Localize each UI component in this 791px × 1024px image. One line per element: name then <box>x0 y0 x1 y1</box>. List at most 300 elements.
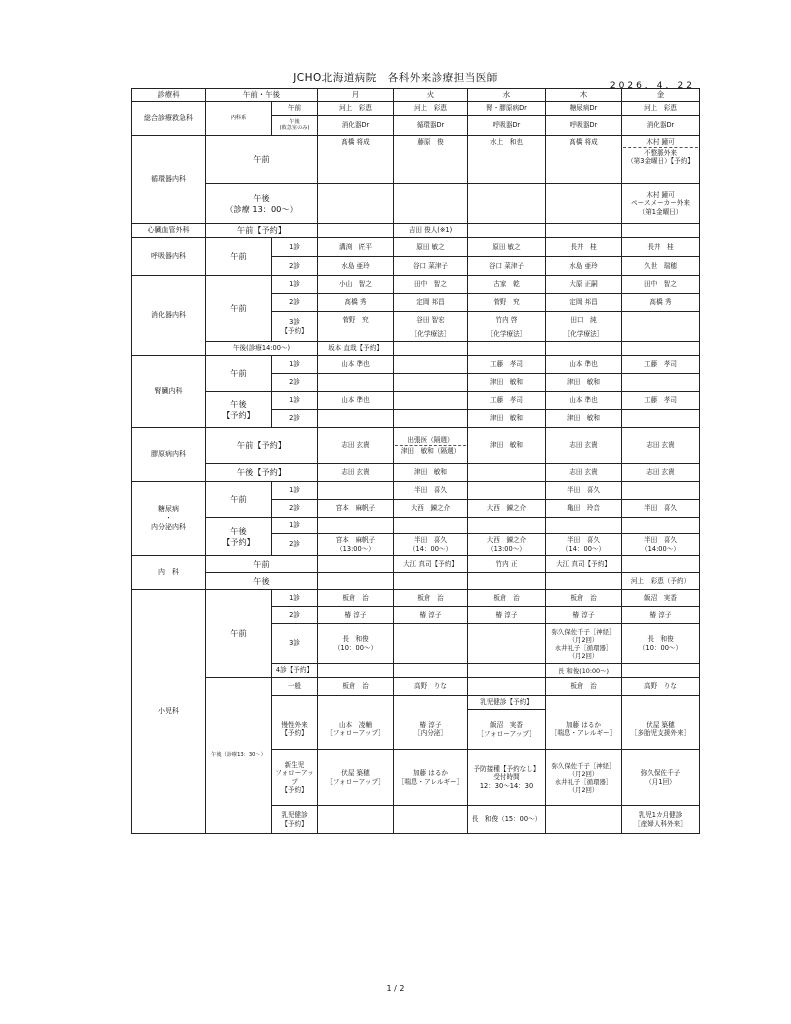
diabetes-pm2-wed-time: （13:00～） <box>487 544 526 553</box>
peds-wed-checkup: 乳児健診【予約】 <box>468 696 546 710</box>
diabetes-pm2-wed-doc: 大西 錬之介 <box>486 536 527 545</box>
peds-neo-wed <box>468 750 546 806</box>
diabetes-am2-tue: 大西 錬之介 <box>394 500 468 518</box>
diabetes-am-s1: 1診 <box>272 482 318 500</box>
peds-chr-fri <box>622 710 700 750</box>
peds-neonatal-2: フォローアップ <box>275 769 314 786</box>
collagen-am-mon: 志田 玄貴 <box>318 428 394 464</box>
table-row <box>132 224 700 238</box>
general-sub: 内科系 <box>206 102 272 136</box>
nephro-pm1-thu: 山本 準也 <box>546 392 622 410</box>
general-am-thu: 糖尿病Dr <box>546 102 622 116</box>
gastro-s3 <box>272 312 318 342</box>
table-row <box>132 428 700 464</box>
peds-am2-fri: 椿 淳子 <box>622 607 700 624</box>
internal-pm-fri: 河上 彩恵（予約） <box>622 573 700 590</box>
peds-am3-thu-2: （月2回） <box>568 635 599 644</box>
diabetes-am2-wed: 大西 錬之介 <box>468 500 546 518</box>
peds-chr-thu-note: ［喘息・アレルギー］ <box>550 729 617 738</box>
peds-am3-mon-doc: 長 和俊 <box>342 635 369 644</box>
diabetes-pm-note: 【予約】 <box>222 536 255 547</box>
gastro-1-mon: 小山 智之 <box>318 276 394 294</box>
table-row <box>132 678 700 696</box>
peds-am1-mon: 板倉 治 <box>318 590 394 607</box>
nephro-pm2-thu: 津田 敏和 <box>546 410 622 428</box>
diabetes-pm2-fri-time: （14:00～） <box>641 544 680 553</box>
peds-am1-fri: 飯沼 実香 <box>622 590 700 607</box>
gastro-pm-thu <box>546 342 622 356</box>
internal-pm-wed <box>468 573 546 590</box>
resp-2-tue: 谷口 菜津子 <box>394 257 468 276</box>
peds-neo-fri-doc: 弥久保佐千子 <box>640 769 681 778</box>
peds-am: 午前 <box>206 590 272 678</box>
cardio-fri-note1: 不整脈外来 <box>644 149 677 158</box>
vascular-mon <box>318 224 394 238</box>
diabetes-pm2-tue-time: （14：00～） <box>408 544 453 553</box>
peds-gen-mon: 板倉 治 <box>318 678 394 696</box>
dept-nephro: 腎臓内科 <box>132 356 206 428</box>
peds-gen2-label <box>272 696 318 710</box>
resp-2-mon: 水島 亜玲 <box>318 257 394 276</box>
peds-neo-fri <box>622 750 700 806</box>
resp-session: 午前 <box>206 238 272 276</box>
peds-neo-fri-note: （月1回） <box>645 777 676 786</box>
cardio-am-fri <box>622 136 700 184</box>
dept-general: 総合診療救急科 <box>132 102 206 136</box>
collagen-am-tue <box>394 428 468 464</box>
peds-chk-fri-2: ［産婦人科外来］ <box>634 819 687 828</box>
page-number: 1 / 2 <box>386 984 405 993</box>
diabetes-am: 午前 <box>206 482 272 518</box>
diabetes-pm-s2: 2診 <box>272 534 318 556</box>
general-am-label: 午前 <box>272 102 318 116</box>
general-am-mon: 河上 彩恵 <box>318 102 394 116</box>
resp-1-wed: 原田 敏之 <box>468 238 546 257</box>
cardio-pm-thu <box>546 184 622 224</box>
dept-collagen: 膠原病内科 <box>132 428 206 482</box>
gastro-3b-mon <box>318 328 394 342</box>
gastro-pm-fri <box>622 342 700 356</box>
nephro-am1-wed: 工藤 孝司 <box>468 356 546 374</box>
col-session: 午前・午後 <box>206 89 318 102</box>
peds-neo-mon <box>318 750 394 806</box>
peds-am3-thu-4: （月2回） <box>568 651 599 660</box>
general-pm-note: (救急室のみ) <box>279 124 310 131</box>
peds-am3-fri <box>622 624 700 664</box>
diabetes-pm2-mon <box>318 534 394 556</box>
table-row <box>132 573 700 590</box>
nephro-am1-mon: 山本 準也 <box>318 356 394 374</box>
peds-chk-tue <box>394 806 468 834</box>
resp-2-thu: 水島 亜玲 <box>546 257 622 276</box>
nephro-am-s2: 2診 <box>272 374 318 392</box>
nephro-am-s1: 1診 <box>272 356 318 374</box>
peds-am4-tue <box>394 664 468 678</box>
cardio-fri-note2: （第3金曜日）【予約】 <box>627 157 694 166</box>
gastro-3-thu: 田口 純 <box>546 312 622 328</box>
table-row <box>132 518 700 534</box>
diabetes-pm <box>206 518 272 556</box>
peds-chr-thu-doc: 加藤 はるか <box>565 721 602 730</box>
table-row <box>132 356 700 374</box>
peds-chk-fri <box>622 806 700 834</box>
peds-chr-wed-note: ［フォローアップ］ <box>477 729 536 738</box>
nephro-pm-s2: 2診 <box>272 410 318 428</box>
peds-gen2-mon <box>318 696 394 710</box>
internal-am: 午前 <box>206 556 318 573</box>
peds-am3-thu-3: 永井礼子［循環器］ <box>554 643 613 652</box>
diabetes-pm2-tue <box>394 534 468 556</box>
table-row <box>132 342 700 356</box>
nephro-am2-fri <box>622 374 700 392</box>
gastro-3-wed: 竹内 啓 <box>468 312 546 328</box>
gastro-s3-note: 【予約】 <box>281 326 308 335</box>
nephro-pm2-mon <box>318 410 394 428</box>
diabetes-pm1-mon <box>318 518 394 534</box>
peds-pm: 午後（診療13：30～） <box>206 678 272 834</box>
peds-gen-tue: 高野 りな <box>394 678 468 696</box>
peds-neo-wed-1: 予防接種【予約なし】 <box>473 765 540 774</box>
nephro-pm-text: 午後 <box>230 399 247 410</box>
diabetes-pm2-thu <box>546 534 622 556</box>
internal-am-wed: 竹内 正 <box>468 556 546 573</box>
dept-vascular: 心臓血管外科 <box>132 224 206 238</box>
col-wed: 水 <box>468 89 546 102</box>
peds-neo-thu-1: 弥久保佐千子［神経］ <box>551 761 616 770</box>
diabetes-pm2-fri <box>622 534 700 556</box>
general-pm-tue: 循環器Dr <box>394 116 468 136</box>
general-am-wed: 腎・膠原病Dr <box>468 102 546 116</box>
internal-pm: 午後 <box>206 573 318 590</box>
diabetes-pm2-fri-doc: 半田 喜久 <box>644 536 677 545</box>
collagen-pm-tue: 津田 敏和 <box>394 464 468 482</box>
peds-gen2-fri <box>622 696 700 710</box>
dept-resp: 呼吸器内科 <box>132 238 206 276</box>
diabetes-name2: ・ <box>165 514 172 523</box>
cardio-pm-fri-note: （第1金曜日） <box>638 207 683 216</box>
diabetes-pm1-thu <box>546 518 622 534</box>
diabetes-am1-tue: 半田 喜久 <box>394 482 468 500</box>
peds-am3-mon-time: （10：00～） <box>333 643 378 652</box>
gastro-2-fri: 髙橋 秀 <box>622 294 700 312</box>
nephro-am1-thu: 山本 準也 <box>546 356 622 374</box>
nephro-am: 午前 <box>206 356 272 392</box>
peds-am2-thu: 椿 淳子 <box>546 607 622 624</box>
col-thu: 木 <box>546 89 622 102</box>
peds-chr-tue-note: ［内分泌］ <box>414 729 447 738</box>
peds-chronic-text: 慢性外来 <box>281 721 308 730</box>
gastro-pm-label: 午後(診療14:00～) <box>206 342 318 356</box>
nephro-pm-note: 【予約】 <box>222 409 255 420</box>
nephro-pm1-tue <box>394 392 468 410</box>
dept-diabetes <box>132 482 206 556</box>
internal-pm-mon <box>318 573 394 590</box>
peds-s1: 1診 <box>272 590 318 607</box>
peds-s2: 2診 <box>272 607 318 624</box>
internal-am-fri <box>622 556 700 573</box>
resp-2-wed: 谷口 菜津子 <box>468 257 546 276</box>
resp-1-fri: 長井 桂 <box>622 238 700 257</box>
diabetes-am2-thu: 亀田 玲音 <box>546 500 622 518</box>
peds-am2-wed: 椿 淳子 <box>468 607 546 624</box>
col-tue: 火 <box>394 89 468 102</box>
gastro-2-mon: 髙橋 秀 <box>318 294 394 312</box>
peds-am3-mon <box>318 624 394 664</box>
collagen-am: 午前【予約】 <box>206 428 318 464</box>
cardio-pm-tue <box>394 184 468 224</box>
gastro-3b-fri <box>622 328 700 342</box>
gastro-3b-wed: ［化学療法］ <box>468 328 546 342</box>
resp-1-tue: 原田 敏之 <box>394 238 468 257</box>
peds-chr-wed <box>468 710 546 750</box>
table-row <box>132 184 700 224</box>
cardio-am-thu: 髙橋 将成 <box>546 136 622 184</box>
gastro-session: 午前 <box>206 276 272 342</box>
peds-chr-thu <box>546 710 622 750</box>
peds-checkup-text: 乳児健診 <box>281 811 308 820</box>
cardio-pm-wed <box>468 184 546 224</box>
diabetes-pm2-tue-doc: 半田 喜久 <box>414 536 447 545</box>
dept-gastro: 消化器内科 <box>132 276 206 356</box>
internal-am-tue: 大江 真司【予約】 <box>394 556 468 573</box>
peds-general: 一般 <box>272 678 318 696</box>
cardio-am-label: 午前 <box>206 136 318 184</box>
table-row <box>132 102 700 116</box>
peds-neonatal-1: 新生児 <box>284 761 305 770</box>
general-pm-thu: 呼吸器Dr <box>546 116 622 136</box>
peds-chk-fri-1: 乳児1カ月健診 <box>638 811 683 820</box>
diabetes-pm2-thu-doc: 半田 喜久 <box>567 536 600 545</box>
internal-pm-thu <box>546 573 622 590</box>
peds-am3-wed <box>468 624 546 664</box>
general-pm-fri: 消化器Dr <box>622 116 700 136</box>
cardio-fri-doctor: 木村 鐘可 <box>623 138 698 148</box>
general-pm-text: 午後 <box>289 118 300 125</box>
nephro-pm2-tue <box>394 410 468 428</box>
peds-neo-thu-2: （月2回） <box>568 769 599 778</box>
gastro-pm-tue <box>394 342 468 356</box>
peds-am3-fri-time: （10：00～） <box>638 643 683 652</box>
dept-peds: 小児科 <box>132 590 206 834</box>
peds-chr-tue <box>394 710 468 750</box>
gastro-1-tue: 田中 智之 <box>394 276 468 294</box>
nephro-pm <box>206 392 272 428</box>
peds-chk-thu <box>546 806 622 834</box>
general-pm-label <box>272 116 318 136</box>
peds-s4: 4診【予約】 <box>272 664 318 678</box>
peds-chr-fri-doc: 伏屋 築穂 <box>646 721 675 730</box>
diabetes-pm-s1: 1診 <box>272 518 318 534</box>
nephro-pm2-fri <box>622 410 700 428</box>
peds-neonatal-3: 【予約】 <box>281 785 308 794</box>
gastro-3-mon: 菅野 究 <box>318 312 394 328</box>
gastro-3-tue: 谷田 智宏 <box>394 312 468 328</box>
gastro-2-thu: 定岡 邦昌 <box>546 294 622 312</box>
nephro-pm1-mon: 山本 準也 <box>318 392 394 410</box>
peds-am3-fri-doc: 長 和俊 <box>647 635 674 644</box>
peds-am1-wed: 板倉 治 <box>468 590 546 607</box>
cardio-pm-fri-clinic: ペースメーカー外来 <box>631 199 690 208</box>
diabetes-name1: 糖尿病 <box>158 505 179 514</box>
col-dept: 診療科 <box>132 89 206 102</box>
peds-chronic <box>272 710 318 750</box>
peds-checkup-note: 【予約】 <box>281 819 308 828</box>
gastro-3b-tue: ［化学療法］ <box>394 328 468 342</box>
peds-am4-thu: 長 和俊(10:00～) <box>546 664 622 678</box>
peds-gen2-tue <box>394 696 468 710</box>
peds-am2-tue: 椿 淳子 <box>394 607 468 624</box>
cardio-pm-fri-doctor: 木村 鐘可 <box>646 191 675 200</box>
general-pm-mon: 消化器Dr <box>318 116 394 136</box>
collagen-am-thu: 志田 玄貴 <box>546 428 622 464</box>
diabetes-am1-thu: 半田 喜久 <box>546 482 622 500</box>
diabetes-pm1-wed <box>468 518 546 534</box>
diabetes-pm2-wed <box>468 534 546 556</box>
peds-neo-wed-3: 12：30～14：30 <box>479 781 534 790</box>
table-row <box>132 276 700 294</box>
cardio-pm-text: 午後 <box>253 193 270 204</box>
peds-am2-mon: 椿 淳子 <box>318 607 394 624</box>
cardio-am-tue: 藤原 俊 <box>394 136 468 184</box>
table-row <box>132 482 700 500</box>
gastro-pm-wed <box>468 342 546 356</box>
nephro-am1-tue <box>394 356 468 374</box>
cardio-pm-label <box>206 184 318 224</box>
peds-am4-fri <box>622 664 700 678</box>
table-row <box>132 392 700 410</box>
col-mon: 月 <box>318 89 394 102</box>
diabetes-pm2-mon-time: （13:00～） <box>336 544 375 553</box>
nephro-pm1-wed: 工藤 孝司 <box>468 392 546 410</box>
peds-neo-mon-doc: 伏屋 築穂 <box>341 769 370 778</box>
diabetes-pm1-fri <box>622 518 700 534</box>
peds-chr-fri-note: ［多胎児支援外来］ <box>630 729 691 738</box>
vascular-tue: 吉田 俊人(※1) <box>394 224 468 238</box>
resp-1-thu: 長井 桂 <box>546 238 622 257</box>
peds-neo-mon-note: ［フォローアップ］ <box>326 777 385 786</box>
cardio-am-mon: 髙橋 将成 <box>318 136 394 184</box>
peds-chr-wed-doc: 飯沼 実香 <box>490 721 523 730</box>
internal-am-mon <box>318 556 394 573</box>
gastro-2-tue: 定岡 邦昌 <box>394 294 468 312</box>
peds-neo-tue-doc: 加藤 はるか <box>412 769 449 778</box>
vascular-session: 午前【予約】 <box>206 224 318 238</box>
gastro-1-fri: 田中 智之 <box>622 276 700 294</box>
vascular-fri <box>622 224 700 238</box>
nephro-am2-mon <box>318 374 394 392</box>
gastro-s1: 1診 <box>272 276 318 294</box>
gastro-1-thu: 大原 正嗣 <box>546 276 622 294</box>
peds-neonatal <box>272 750 318 806</box>
header-row <box>132 89 700 102</box>
gastro-2-wed: 菅野 究 <box>468 294 546 312</box>
diabetes-am1-fri <box>622 482 700 500</box>
dept-cardio: 循環器内科 <box>132 136 206 224</box>
peds-gen-fri: 高野 りな <box>622 678 700 696</box>
nephro-am1-fri: 工藤 孝司 <box>622 356 700 374</box>
table-row <box>132 556 700 573</box>
collagen-pm-wed <box>468 464 546 482</box>
collagen-am-fri: 志田 玄貴 <box>622 428 700 464</box>
peds-gen-thu: 板倉 治 <box>546 678 622 696</box>
page-title: JCHO北海道病院 各科外来診療担当医師 <box>293 72 498 84</box>
diabetes-am2-fri: 半田 喜久 <box>622 500 700 518</box>
collagen-tue-2: 津田 敏和（隔週） <box>400 447 461 455</box>
cardio-pm-mon <box>318 184 394 224</box>
peds-am3-thu <box>546 624 622 664</box>
cardio-am-wed: 水上 和也 <box>468 136 546 184</box>
diabetes-am2-mon: 宮本 麻帆子 <box>318 500 394 518</box>
peds-checkup <box>272 806 318 834</box>
collagen-tue-1: 出張医（隔週） <box>395 436 466 446</box>
cardio-pm-fri <box>622 184 700 224</box>
gastro-s2: 2診 <box>272 294 318 312</box>
table-row <box>132 136 700 184</box>
peds-neo-tue-note: ［喘息・アレルギー］ <box>397 777 464 786</box>
peds-am1-thu: 板倉 治 <box>546 590 622 607</box>
table-row <box>132 590 700 607</box>
resp-s1: 1診 <box>272 238 318 257</box>
peds-neo-tue <box>394 750 468 806</box>
nephro-am2-thu: 津田 敏和 <box>546 374 622 392</box>
col-fri: 金 <box>622 89 700 102</box>
dept-internal: 内 科 <box>132 556 206 590</box>
peds-s3: 3診 <box>272 624 318 664</box>
peds-chk-wed: 長 和俊（15：00～） <box>468 806 546 834</box>
nephro-am2-tue <box>394 374 468 392</box>
general-pm-wed: 呼吸器Dr <box>468 116 546 136</box>
general-am-fri: 河上 彩恵 <box>622 102 700 116</box>
collagen-pm-fri: 志田 玄貴 <box>622 464 700 482</box>
general-am-tue: 河上 彩恵 <box>394 102 468 116</box>
peds-neo-thu-3: 永井礼子［循環器］ <box>554 777 613 786</box>
collagen-am-wed: 津田 敏和 <box>468 428 546 464</box>
table-row <box>132 238 700 257</box>
diabetes-pm-text: 午後 <box>230 526 247 537</box>
peds-am1-tue: 板倉 治 <box>394 590 468 607</box>
peds-chr-tue-doc: 椿 淳子 <box>419 721 442 730</box>
vascular-wed <box>468 224 546 238</box>
gastro-3b-thu: ［化学療法］ <box>546 328 622 342</box>
diabetes-pm1-tue <box>394 518 468 534</box>
nephro-pm1-fri: 工藤 孝司 <box>622 392 700 410</box>
gastro-3-fri <box>622 312 700 328</box>
vascular-thu <box>546 224 622 238</box>
diabetes-am-s2: 2診 <box>272 500 318 518</box>
peds-am4-wed <box>468 664 546 678</box>
cardio-pm-note: （診療 13：00～） <box>225 203 298 214</box>
peds-am3-thu-1: 弥久保佐千子［神経］ <box>551 627 616 636</box>
peds-chr-mon <box>318 710 394 750</box>
collagen-pm-thu: 志田 玄貴 <box>546 464 622 482</box>
peds-neo-thu-4: （月2回） <box>568 785 599 794</box>
peds-am3-tue <box>394 624 468 664</box>
peds-chk-mon <box>318 806 394 834</box>
peds-chr-mon-doc: 山本 凌輔 <box>339 721 372 730</box>
peds-am4-mon <box>318 664 394 678</box>
resp-2-fri: 久世 瑞穂 <box>622 257 700 276</box>
gastro-s3-text: 3診 <box>289 318 300 327</box>
gastro-1-wed: 古家 乾 <box>468 276 546 294</box>
diabetes-name3: 内分泌内科 <box>151 522 186 531</box>
internal-am-thu: 大江 真司【予約】 <box>546 556 622 573</box>
resp-1-mon: 溝渕 匠平 <box>318 238 394 257</box>
nephro-pm2-wed: 津田 敏和 <box>468 410 546 428</box>
table-row <box>132 464 700 482</box>
schedule-table <box>131 88 700 834</box>
collagen-pm: 午後【予約】 <box>206 464 318 482</box>
diabetes-pm2-thu-time: （14：00～） <box>561 544 606 553</box>
